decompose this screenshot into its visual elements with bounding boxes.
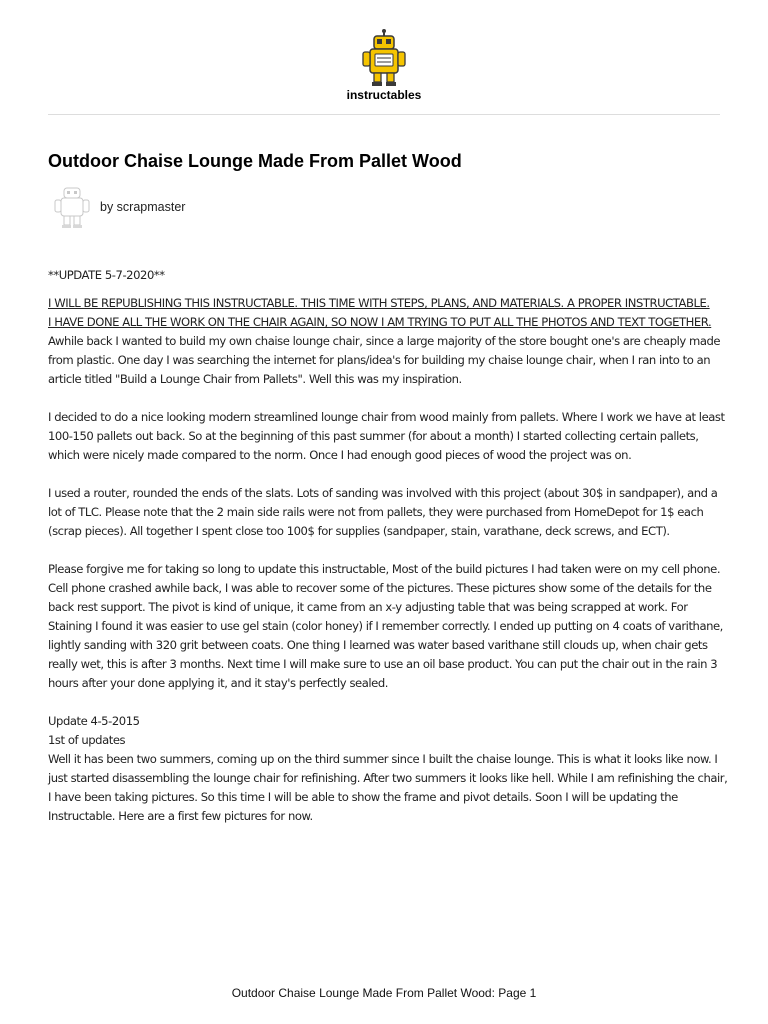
notice-line-2: I HAVE DONE ALL THE WORK ON THE CHAIR AGAIN, SO NOW I AM TRYING TO PUT ALL THE PHOTOS AND TEXT TOGETHER. xyxy=(48,315,712,329)
update-heading: **UPDATE 5-7-2020** xyxy=(48,268,165,282)
paragraph-4: Please forgive me for taking so long to update this instructable, Most of the build pictures I had taken were on my cell phone. Cell phone crashed awhile back, I was able to recover some of the pictures. These pictures show some of the details for the back rest support. The pivot is kind of unique, it came from an x-y adjusting table that was being scrapped at work. For Staining I found it was easier to use gel stain (color honey) if I remember correctly. I ended up putting on 4 coats of varithane, lightly sanding with 320 grit between coats. One thing I learned was water based varithane still clouds up, when chair gets really wet, this is after 3 months. Next time I will make sure to use an oil base product. You can put the chair out in the rain 3 hours after your done applying it, and it stay's perfectly sealed. xyxy=(48,562,723,690)
update-2-label: 1st of updates xyxy=(48,733,126,747)
site-header xyxy=(0,28,768,102)
author-byline[interactable]: by scrapmaster xyxy=(100,200,186,214)
paragraph-1: Awhile back I wanted to build my own chaise lounge chair, since a large majority of the store bought one's are cheaply made from plastic. One day I was searching the internet for plans/idea's for building my chaise lounge chair, when I ran into to an article titled "Build a Lounge Chair from Pallets". Well this was my inspiration. xyxy=(48,334,721,386)
notice-line-1: I WILL BE REPUBLISHING THIS INSTRUCTABLE. THIS TIME WITH STEPS, PLANS, AND MATERIALS. A PROPER INSTRUCTABLE. xyxy=(48,296,710,310)
page-footer: Outdoor Chaise Lounge Made From Pallet Wood: Page 1 xyxy=(231,986,537,1000)
paragraph-2: I decided to do a nice looking modern streamlined lounge chair from wood mainly from pallets. Where I work we have at least 100-150 pallets out back. So at the beginning of this past summer (for about a month) I started collecting certain pallets, which were nicely made compared to the norm. Once I had enough good pieces of wood the project was on. xyxy=(48,410,725,462)
header-divider xyxy=(48,114,720,115)
robot-avatar-icon[interactable] xyxy=(52,184,92,230)
paragraph-3: I used a router, rounded the ends of the slats. Lots of sanding was involved with this project (about 30$ in sandpaper), and a lot of TLC. Please note that the 2 main side rails were not from pallets, they were purchased from HomeDepot for 1$ each (scrap pieces). All together I spent close too 100$ for supplies (sandpaper, stain, varathane, deck screws, and ECT). xyxy=(48,486,718,538)
update-2-date: Update 4-5-2015 xyxy=(48,714,140,728)
article-body xyxy=(48,266,732,826)
page-title: Outdoor Chaise Lounge Made From Pallet Wood xyxy=(48,151,462,171)
brand-name[interactable]: instructables xyxy=(346,88,422,102)
update-2-text: Well it has been two summers, coming up on the third summer since I built the chaise lounge. This is what it looks like now. I just started disassembling the lounge chair for refinishing. After two summers it looks like hell. While I am refinishing the chair, I have been taking pictures. So this time I will be able to show the frame and pivot details. Soon I will be updating the Instructable. Here are a first few pictures for now. xyxy=(48,752,728,823)
instructables-robot-icon[interactable] xyxy=(361,28,407,88)
